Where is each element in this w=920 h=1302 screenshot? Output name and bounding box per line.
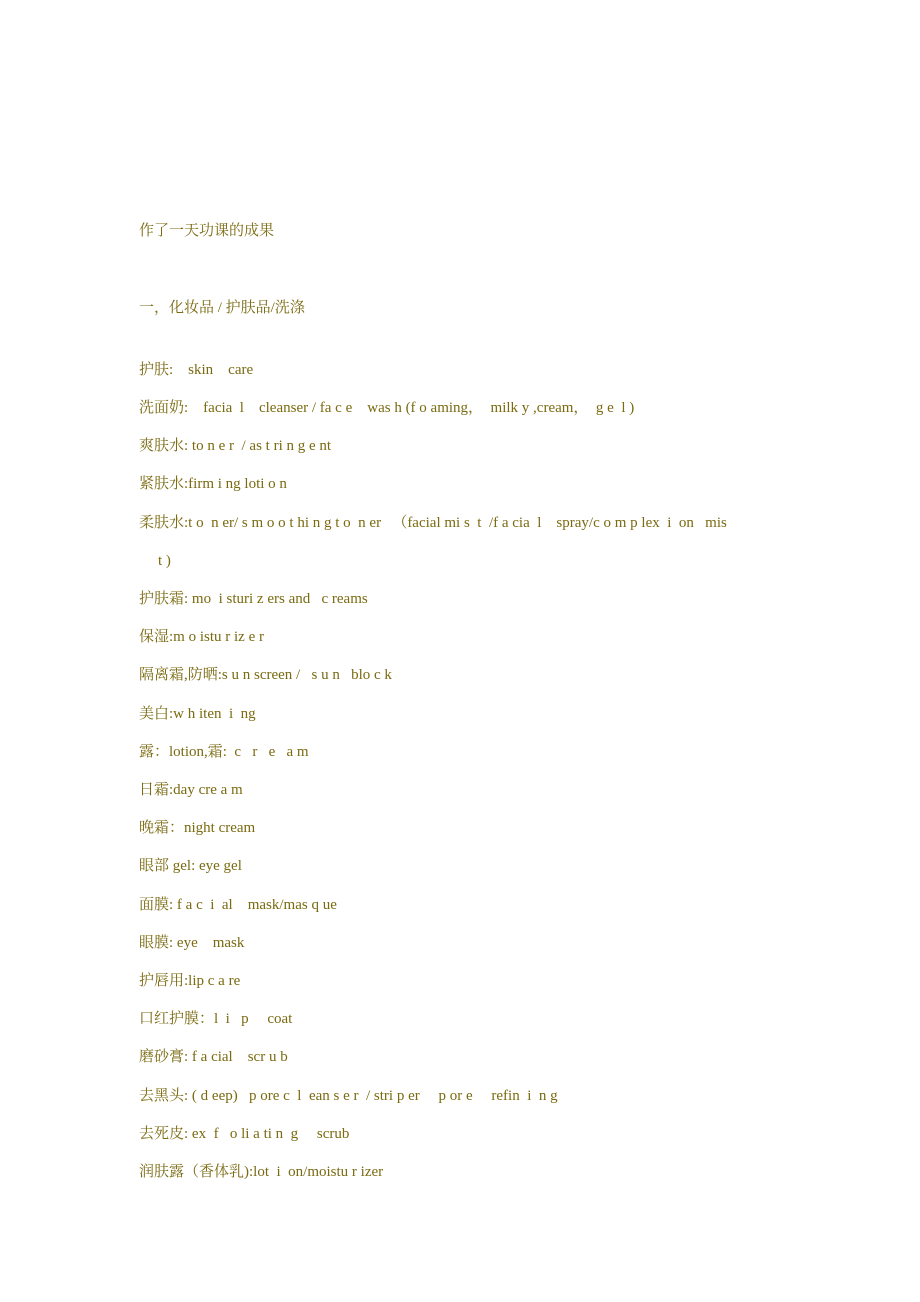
entry-line: 保湿:m o istu r iz e r: [139, 629, 264, 645]
entry-line: 紧肤水:firm i ng loti o n: [139, 476, 287, 492]
entry-line: 磨砂膏: f a cial scr u b: [139, 1049, 288, 1065]
entry-line: 晚霜：night cream: [139, 820, 256, 836]
entry-line: 面膜: f a c i al mask/mas q ue: [139, 897, 337, 913]
entry-line: 柔肤水:t o n er/ s m o o t hi n g t o n er （facial mi s t /f a cia l spray/c o m p lex i on mis: [139, 515, 727, 531]
entry-line: 隔离霜,防晒:s u n screen / s u n blo c k: [139, 667, 392, 683]
entry-line: 护肤霜: mo i sturi z ers and c reams: [139, 591, 368, 607]
entry-line: 日霜:day cre a m: [139, 782, 243, 798]
entry-line: 护肤: skin care: [139, 362, 254, 378]
entry-line: 润肤露（香体乳):lot i on/moistu r izer: [139, 1164, 384, 1180]
entry-line: 露：lotion,霜: c r e a m: [139, 744, 309, 760]
entry-line: 眼部 gel: eye gel: [139, 858, 242, 874]
section-heading: 一，化妆品 / 护肤品/洗涤: [139, 300, 305, 316]
entry-line-continuation: t ): [158, 553, 171, 569]
entry-line: 护唇用:lip c a re: [139, 973, 241, 989]
entry-line: 爽肤水: to n e r / as t ri n g e nt: [139, 438, 332, 454]
entry-line: 美白:w h iten i ng: [139, 706, 256, 722]
entry-line: 去死皮: ex f o li a ti n g scrub: [139, 1126, 350, 1142]
entry-line: 口红护膜：l i p coat: [139, 1011, 293, 1027]
entry-line: 去黑头: ( d eep) p ore c l ean s e r / stri p er p or e refin i n g: [139, 1088, 558, 1104]
entry-line: 眼膜: eye mask: [139, 935, 245, 951]
document-title: 作了一天功课的成果: [139, 223, 275, 239]
entry-line: 洗面奶: facia l cleanser / fa c e was h (f o aming， milk y ,cream， g e l ): [139, 400, 635, 416]
